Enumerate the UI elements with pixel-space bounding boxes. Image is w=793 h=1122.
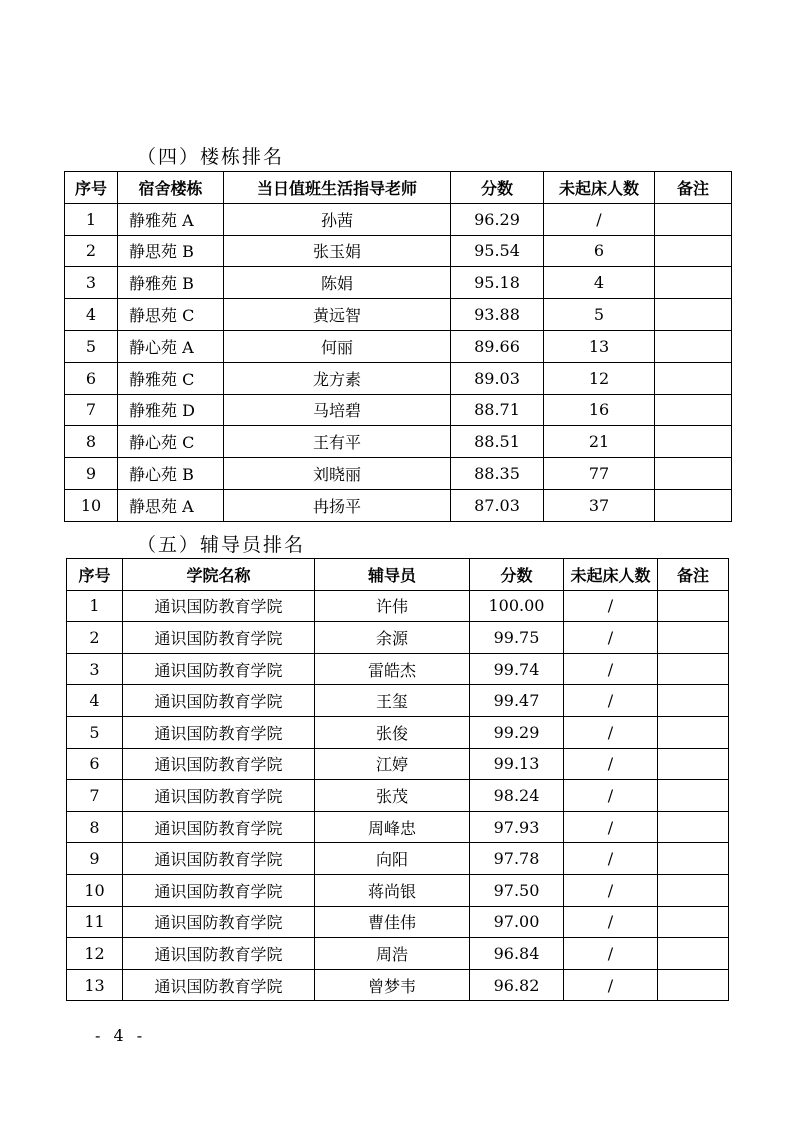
cell-index: 6: [67, 748, 123, 780]
cell-score: 87.03: [451, 489, 544, 521]
cell-teacher: 王有平: [224, 426, 451, 458]
cell-index: 4: [67, 685, 123, 717]
cell-remark: [658, 716, 729, 748]
cell-index: 7: [65, 394, 118, 426]
cell-teacher: 冉扬平: [224, 489, 451, 521]
cell-remark: [655, 394, 732, 426]
cell-score: 89.03: [451, 362, 544, 394]
cell-dormitory: 静心苑 A: [118, 330, 224, 362]
cell-remark: [655, 426, 732, 458]
cell-index: 3: [67, 653, 123, 685]
table-row: [65, 489, 732, 521]
cell-score: 96.84: [470, 938, 564, 970]
cell-index: 1: [65, 203, 118, 235]
cell-remark: [655, 267, 732, 299]
cell-college: 通识国防教育学院: [123, 716, 315, 748]
cell-index: 3: [65, 267, 118, 299]
header-index: 序号: [65, 172, 118, 204]
cell-college: 通识国防教育学院: [123, 843, 315, 875]
cell-not-up: /: [564, 874, 658, 906]
table-row: [65, 362, 732, 394]
cell-not-up: /: [564, 938, 658, 970]
table-row: [67, 590, 729, 622]
cell-not-up: 16: [544, 394, 655, 426]
table-row: [67, 843, 729, 875]
cell-counselor: 余源: [315, 622, 470, 654]
cell-index: 8: [67, 811, 123, 843]
cell-dormitory: 静思苑 C: [118, 299, 224, 331]
cell-counselor: 向阳: [315, 843, 470, 875]
cell-score: 97.78: [470, 843, 564, 875]
cell-college: 通识国防教育学院: [123, 969, 315, 1001]
cell-teacher: 孙茜: [224, 203, 451, 235]
cell-score: 99.47: [470, 685, 564, 717]
cell-index: 1: [67, 590, 123, 622]
cell-college: 通识国防教育学院: [123, 906, 315, 938]
cell-remark: [655, 330, 732, 362]
cell-not-up: /: [564, 969, 658, 1001]
cell-teacher: 马培碧: [224, 394, 451, 426]
cell-teacher: 龙方素: [224, 362, 451, 394]
cell-remark: [658, 685, 729, 717]
cell-college: 通识国防教育学院: [123, 811, 315, 843]
cell-not-up: 12: [544, 362, 655, 394]
cell-index: 2: [65, 235, 118, 267]
cell-score: 99.75: [470, 622, 564, 654]
cell-index: 2: [67, 622, 123, 654]
header-score: 分数: [470, 559, 564, 591]
cell-remark: [658, 653, 729, 685]
cell-remark: [658, 874, 729, 906]
cell-index: 4: [65, 299, 118, 331]
cell-remark: [658, 748, 729, 780]
cell-score: 99.74: [470, 653, 564, 685]
cell-score: 98.24: [470, 780, 564, 812]
cell-score: 97.50: [470, 874, 564, 906]
cell-college: 通识国防教育学院: [123, 748, 315, 780]
table-row: [67, 969, 729, 1001]
table-row: [65, 394, 732, 426]
table-row: [65, 458, 732, 490]
cell-remark: [658, 622, 729, 654]
cell-counselor: 周浩: [315, 938, 470, 970]
cell-college: 通识国防教育学院: [123, 622, 315, 654]
header-remark: 备注: [658, 559, 729, 591]
cell-counselor: 张俊: [315, 716, 470, 748]
table-row: [67, 685, 729, 717]
cell-dormitory: 静雅苑 A: [118, 203, 224, 235]
cell-counselor: 许伟: [315, 590, 470, 622]
header-remark: 备注: [655, 172, 732, 204]
cell-college: 通识国防教育学院: [123, 653, 315, 685]
cell-score: 96.29: [451, 203, 544, 235]
cell-score: 97.00: [470, 906, 564, 938]
table-row: [67, 906, 729, 938]
cell-remark: [658, 811, 729, 843]
cell-index: 7: [67, 780, 123, 812]
cell-dormitory: 静心苑 C: [118, 426, 224, 458]
counselor-ranking-body: [67, 590, 729, 1001]
cell-index: 12: [67, 938, 123, 970]
cell-remark: [655, 235, 732, 267]
cell-counselor: 蒋尚银: [315, 874, 470, 906]
cell-counselor: 雷皓杰: [315, 653, 470, 685]
cell-not-up: 37: [544, 489, 655, 521]
cell-college: 通识国防教育学院: [123, 590, 315, 622]
cell-index: 10: [65, 489, 118, 521]
cell-score: 99.29: [470, 716, 564, 748]
cell-dormitory: 静雅苑 D: [118, 394, 224, 426]
cell-score: 100.00: [470, 590, 564, 622]
cell-remark: [655, 299, 732, 331]
table-row: [67, 938, 729, 970]
table-row: [67, 874, 729, 906]
section-4-title: （四）楼栋排名: [137, 146, 285, 168]
table-row: [67, 748, 729, 780]
cell-remark: [658, 843, 729, 875]
cell-not-up: 13: [544, 330, 655, 362]
building-ranking-table: [64, 171, 732, 522]
header-teacher: 当日值班生活指导老师: [224, 172, 451, 204]
cell-dormitory: 静心苑 B: [118, 458, 224, 490]
cell-not-up: /: [564, 622, 658, 654]
cell-teacher: 陈娟: [224, 267, 451, 299]
cell-index: 13: [67, 969, 123, 1001]
table-header-row: [67, 559, 729, 591]
building-ranking-body: [65, 203, 732, 521]
cell-remark: [658, 780, 729, 812]
cell-college: 通识国防教育学院: [123, 780, 315, 812]
cell-score: 96.82: [470, 969, 564, 1001]
cell-score: 88.71: [451, 394, 544, 426]
cell-not-up: /: [564, 716, 658, 748]
cell-not-up: 21: [544, 426, 655, 458]
table-row: [65, 235, 732, 267]
cell-teacher: 张玉娟: [224, 235, 451, 267]
cell-remark: [655, 489, 732, 521]
table-row: [67, 716, 729, 748]
cell-score: 95.18: [451, 267, 544, 299]
cell-index: 5: [67, 716, 123, 748]
cell-index: 10: [67, 874, 123, 906]
cell-counselor: 王玺: [315, 685, 470, 717]
cell-score: 99.13: [470, 748, 564, 780]
cell-not-up: 6: [544, 235, 655, 267]
cell-not-up: /: [564, 780, 658, 812]
cell-teacher: 黄远智: [224, 299, 451, 331]
cell-remark: [655, 458, 732, 490]
header-not-up: 未起床人数: [564, 559, 658, 591]
section-5-title: （五）辅导员排名: [137, 534, 306, 556]
cell-not-up: /: [564, 685, 658, 717]
table-row: [67, 622, 729, 654]
header-score: 分数: [451, 172, 544, 204]
cell-counselor: 张茂: [315, 780, 470, 812]
table-row: [67, 653, 729, 685]
cell-index: 9: [67, 843, 123, 875]
cell-not-up: /: [564, 843, 658, 875]
table-row: [65, 267, 732, 299]
cell-index: 8: [65, 426, 118, 458]
cell-not-up: /: [564, 906, 658, 938]
cell-remark: [658, 590, 729, 622]
table-row: [65, 203, 732, 235]
cell-dormitory: 静雅苑 C: [118, 362, 224, 394]
header-dormitory: 宿舍楼栋: [118, 172, 224, 204]
cell-teacher: 何丽: [224, 330, 451, 362]
table-row: [67, 811, 729, 843]
header-counselor: 辅导员: [315, 559, 470, 591]
cell-not-up: /: [564, 811, 658, 843]
table-row: [65, 426, 732, 458]
cell-score: 93.88: [451, 299, 544, 331]
cell-score: 97.93: [470, 811, 564, 843]
cell-score: 88.35: [451, 458, 544, 490]
cell-not-up: /: [564, 590, 658, 622]
cell-remark: [655, 362, 732, 394]
cell-counselor: 周峰忠: [315, 811, 470, 843]
cell-remark: [658, 938, 729, 970]
header-not-up: 未起床人数: [544, 172, 655, 204]
cell-not-up: /: [564, 653, 658, 685]
cell-dormitory: 静雅苑 B: [118, 267, 224, 299]
table-header-row: [65, 172, 732, 204]
cell-college: 通识国防教育学院: [123, 685, 315, 717]
cell-remark: [658, 906, 729, 938]
cell-index: 6: [65, 362, 118, 394]
cell-not-up: /: [544, 203, 655, 235]
cell-not-up: 77: [544, 458, 655, 490]
counselor-ranking-table: [66, 558, 729, 1001]
cell-teacher: 刘晓丽: [224, 458, 451, 490]
cell-counselor: 江婷: [315, 748, 470, 780]
cell-score: 95.54: [451, 235, 544, 267]
cell-dormitory: 静思苑 B: [118, 235, 224, 267]
table-row: [67, 780, 729, 812]
header-index: 序号: [67, 559, 123, 591]
cell-not-up: /: [564, 748, 658, 780]
cell-counselor: 曾梦韦: [315, 969, 470, 1001]
cell-counselor: 曹佳伟: [315, 906, 470, 938]
cell-index: 9: [65, 458, 118, 490]
cell-college: 通识国防教育学院: [123, 874, 315, 906]
cell-score: 88.51: [451, 426, 544, 458]
table-row: [65, 330, 732, 362]
cell-college: 通识国防教育学院: [123, 938, 315, 970]
header-college: 学院名称: [123, 559, 315, 591]
page-number: - 4 -: [95, 1026, 147, 1045]
cell-not-up: 5: [544, 299, 655, 331]
cell-score: 89.66: [451, 330, 544, 362]
cell-index: 11: [67, 906, 123, 938]
cell-remark: [655, 203, 732, 235]
cell-not-up: 4: [544, 267, 655, 299]
cell-remark: [658, 969, 729, 1001]
table-row: [65, 299, 732, 331]
cell-dormitory: 静思苑 A: [118, 489, 224, 521]
cell-index: 5: [65, 330, 118, 362]
